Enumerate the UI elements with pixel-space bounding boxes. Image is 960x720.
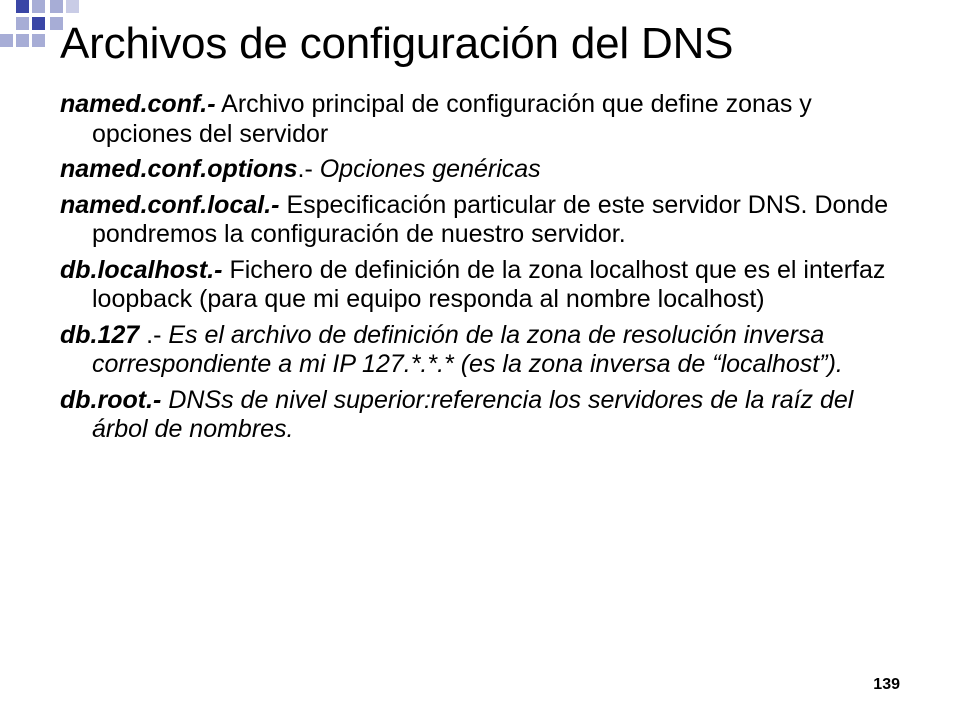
page-number: 139 [873,676,900,693]
entry-db-127 [60,321,896,380]
slide-title: Archivos de configuración del DNS [60,19,734,68]
entry-description: DNSs de nivel superior:referencia los servidores de la raíz del árbol de nombres. [92,385,854,443]
entry-term: named.conf.options [60,155,298,183]
content-body [60,90,896,451]
light-square-icon [50,0,63,13]
light-square-icon [16,17,29,30]
entry-named-conf-local [60,191,896,250]
entry-term: named.conf.- [60,90,216,118]
light-square-icon [66,0,79,13]
entry-description: Opciones genéricas [319,155,541,183]
entry-named-conf-options [60,155,896,185]
dark-square-icon [32,17,45,30]
entry-description: Especificación particular de este servidor DNS. Donde pondremos la configuración de nuestro servidor. [92,190,889,248]
entry-term: db.root.- [60,385,162,414]
entry-term: db.127 [60,320,140,349]
entry-named-conf [60,90,896,149]
entry-separator: .- [297,155,320,183]
entry-db-localhost [60,256,896,315]
entry-db-root [60,386,896,445]
light-square-icon [0,34,13,47]
entry-term: db.localhost.- [60,255,223,284]
entry-description: Archivo principal de configuración que define zonas y opciones del servidor [92,90,812,148]
dark-square-icon [16,0,29,13]
entry-description: Fichero de definición de la zona localhost que es el interfaz loopback (para que mi equipo responda al nombre localhost) [92,255,886,313]
entry-separator: .- [139,320,169,349]
light-square-icon [32,34,45,47]
entry-description: Es el archivo de definición de la zona de resolución inversa correspondiente a mi IP 127.*.*.* (es la zona inversa de “localhost”). [92,320,843,378]
light-square-icon [32,0,45,13]
entry-term: named.conf.local.- [60,190,280,219]
light-square-icon [16,34,29,47]
